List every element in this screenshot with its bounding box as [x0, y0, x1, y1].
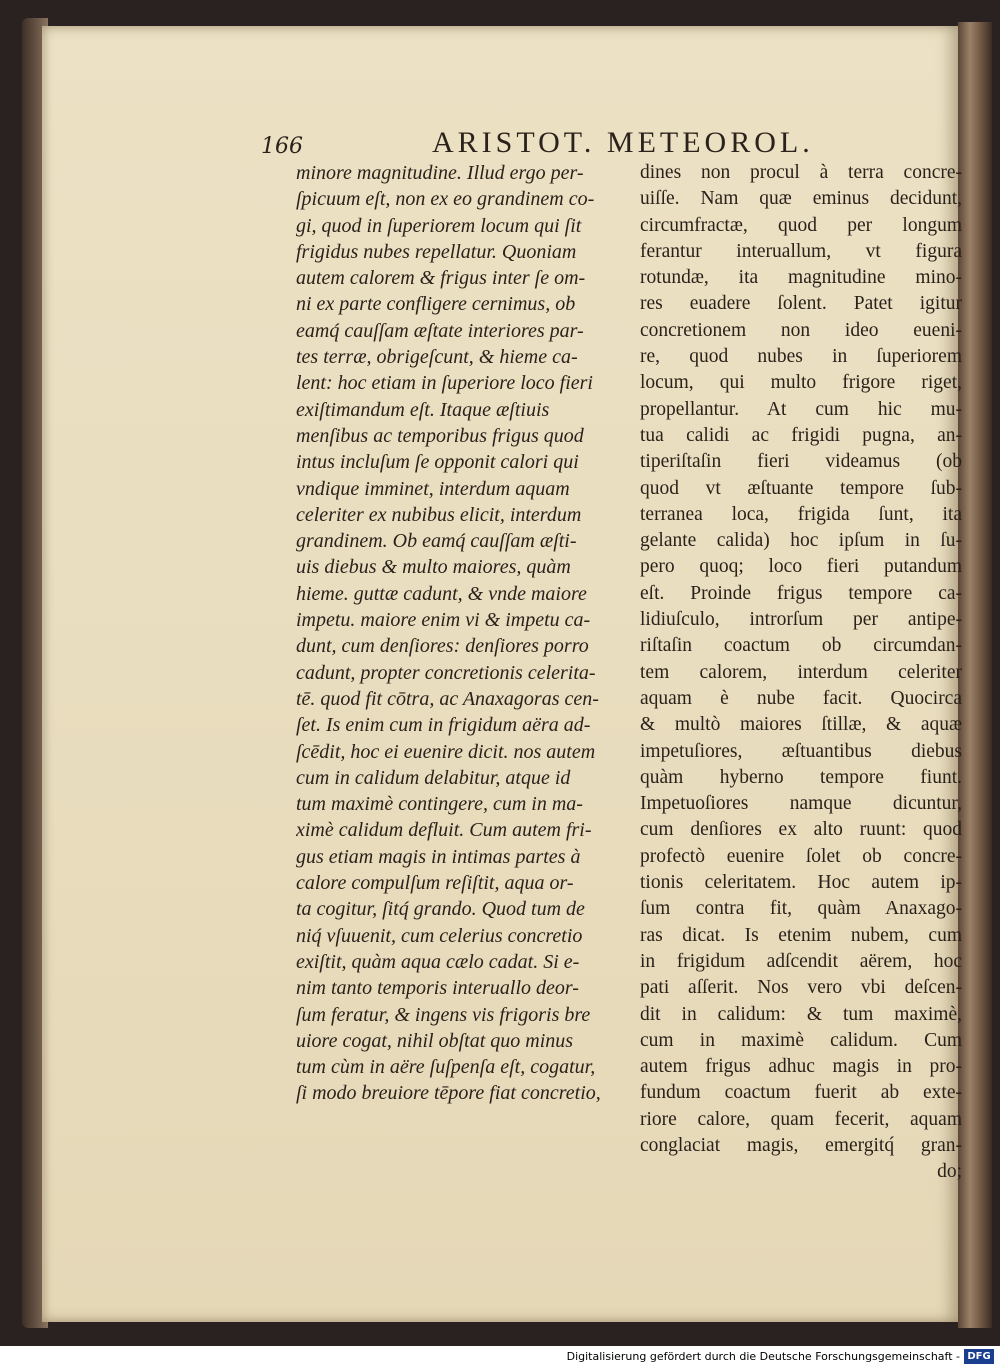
left-column-line: tē. quod fit cōtra, ac Anaxagoras cen- [296, 687, 599, 710]
right-column-line: eſt. Proinde frigus tempore ca- [640, 582, 962, 604]
left-column-line: ſet. Is enim cum in frigidum aëra ad- [296, 714, 591, 737]
left-column-line: calore compulſum reſiſtit, aqua or- [296, 872, 574, 895]
right-column-line: quod vt æſtuante tempore ſub- [640, 477, 962, 499]
left-column-line: cadunt, propter concretionis celerita- [296, 661, 596, 684]
page-stack-edge [958, 22, 992, 1328]
left-column-line: nim tanto temporis interuallo deor- [296, 977, 579, 1000]
dfg-logo: DFG [964, 1349, 994, 1364]
left-column-line: celeriter ex nubibus elicit, interdum [296, 503, 582, 526]
right-column-line: do; [937, 1161, 962, 1183]
left-column-line: exiſtit, quàm aqua cælo cadat. Si e- [296, 950, 580, 973]
right-column-line: propellantur. At cum hic mu- [640, 398, 962, 420]
left-column-line: grandinem. Ob eamq́ cauſſam æſti- [296, 530, 577, 553]
left-column-line: gus etiam magis in intimas partes à [296, 845, 581, 868]
left-column-line: uis diebus & multo maiores, quàm [296, 556, 571, 579]
right-column-line: cum denſiores ex alto ruunt: quod [640, 819, 962, 841]
right-column-line: impetuſiores, æſtuantibus diebus [640, 740, 962, 762]
right-column-line: res euadere ſolent. Patet igitur [640, 293, 962, 315]
right-column-line: lidiuſculo, introrſum per antipe- [640, 609, 962, 631]
right-column-line: pati aſſerit. Nos vero vbi deſcen- [640, 977, 962, 999]
footer-bar [0, 1346, 1000, 1369]
right-column-line: profectò euenire ſolet ob concre- [640, 845, 962, 867]
right-column-line: uiſſe. Nam quæ eminus decidunt, [640, 188, 962, 210]
right-column-line: riore calore, quam fecerit, aquam [640, 1108, 962, 1130]
left-column-line: vndique imminet, interdum aquam [296, 477, 570, 500]
left-column-line: frigidus nubes repellatur. Quoniam [296, 240, 577, 263]
right-column-line: re, quod nubes in ſuperiorem [640, 346, 962, 368]
right-column-line: cum in maximè calidum. Cum [640, 1029, 962, 1051]
right-column-line: ras dicat. Is etenim nubem, cum [640, 924, 962, 946]
right-column-line: tem calorem, interdum celeriter [640, 661, 962, 683]
right-column-line: aquam è nube facit. Quocirca [640, 687, 962, 709]
right-text-column [640, 160, 962, 1186]
running-head: ARISTOT. METEOROL. [432, 126, 814, 159]
right-column-line: fundum coactum fuerit ab exte- [640, 1082, 962, 1104]
left-column-line: uiore cogat, nihil obſtat quo minus [296, 1029, 574, 1052]
left-column-line: ni ex parte confligere cernimus, ob [296, 293, 576, 316]
left-column-line: ſi modo breuiore tēpore fiat concretio, [296, 1082, 601, 1105]
right-column-line: dines non procul à terra concre- [640, 162, 962, 183]
funding-credit: Digitalisierung gefördert durch die Deutsche Forschungsgemeinschaft - [566, 1350, 960, 1363]
left-column-line: niq́ vſuuenit, cum celerius concretio [296, 924, 583, 947]
left-column-line: ximè calidum defluit. Cum autem fri- [296, 819, 592, 842]
left-column-line: intus incluſum ſe opponit calori qui [296, 451, 579, 474]
page-number: 166 [261, 134, 303, 159]
right-column-line: ſum contra fit, quàm Anaxago- [640, 898, 962, 920]
left-column-line: autem calorem & frigus inter ſe om- [296, 267, 586, 290]
left-column-line: ſcēdit, hoc ei euenire dicit. nos autem [296, 740, 596, 763]
left-column-line: tum cùm in aëre ſuſpenſa eſt, cogatur, [296, 1056, 596, 1079]
left-column-line: cum in calidum delabitur, atque id [296, 766, 571, 789]
left-column-line: hieme. guttæ cadunt, & vnde maiore [296, 582, 587, 605]
left-column-line: ſum feratur, & ingens vis frigoris bre [296, 1003, 591, 1026]
left-column-line: tum maximè contingere, cum in ma- [296, 793, 583, 816]
right-column-line: concretionem non ideo eueni- [640, 319, 962, 341]
right-column-line: Impetuoſiores namque dicuntur, [640, 793, 962, 815]
right-column-line: locum, qui multo frigore riget, [640, 372, 962, 394]
right-column-line: in frigidum adſcendit aërem, hoc [640, 950, 962, 972]
left-column-line: ſpicuum eſt, non ex eo grandinem co- [296, 188, 595, 211]
left-column-line: lent: hoc etiam in ſuperiore loco fieri [296, 372, 593, 395]
left-column-line: exiſtimandum eſt. Itaque æſtiuis [296, 398, 550, 421]
right-column-line: rotundæ, ita magnitudine mino- [640, 267, 962, 289]
left-column-line: eamq́ cauſſam æſtate interiores par- [296, 319, 584, 342]
right-column-line: quàm hyberno tempore fiunt. [640, 766, 962, 788]
right-column-line: terranea loca, frigida ſunt, ita [640, 503, 962, 525]
left-column-line: ta cogitur, ſitq́ grando. Quod tum de [296, 898, 585, 921]
right-column-line: tionis celeritatem. Hoc autem ip- [640, 872, 962, 894]
right-column-line: tua calidi ac frigidi pugna, an- [640, 424, 962, 446]
left-column-line: tes terræ, obrigeſcunt, & hieme ca- [296, 346, 578, 369]
right-column-line: pero quoq; loco fieri putandum [640, 556, 962, 578]
right-column-line: gelante calida) hoc ipſum in ſu- [640, 530, 962, 552]
left-column-line: minore magnitudine. Illud ergo per- [296, 162, 584, 184]
left-column-line: menſibus ac temporibus frigus quod [296, 424, 584, 447]
right-column-line: ferantur interuallum, vt figura [640, 240, 962, 262]
left-column-line: impetu. maiore enim vi & impetu ca- [296, 609, 591, 632]
left-column-line: gi, quod in ſuperiorem locum qui ſit [296, 214, 582, 237]
right-column-line: autem frigus adhuc magis in pro- [640, 1056, 962, 1078]
right-column-line: & multò maiores ſtillæ, & aquæ [640, 714, 962, 736]
left-text-column [296, 160, 628, 1107]
right-column-line: circumfractæ, quod per longum [640, 214, 962, 236]
right-column-line: dit in calidum: & tum maximè, [640, 1003, 962, 1025]
right-column-line: tiperiſtaſin fieri videamus (ob [640, 451, 962, 473]
right-column-line: conglaciat magis, emergitq́ gran- [640, 1134, 962, 1156]
left-column-line: dunt, cum denſiores: denſiores porro [296, 635, 589, 658]
right-column-line: riſtaſin coactum ob circumdan- [640, 635, 962, 657]
